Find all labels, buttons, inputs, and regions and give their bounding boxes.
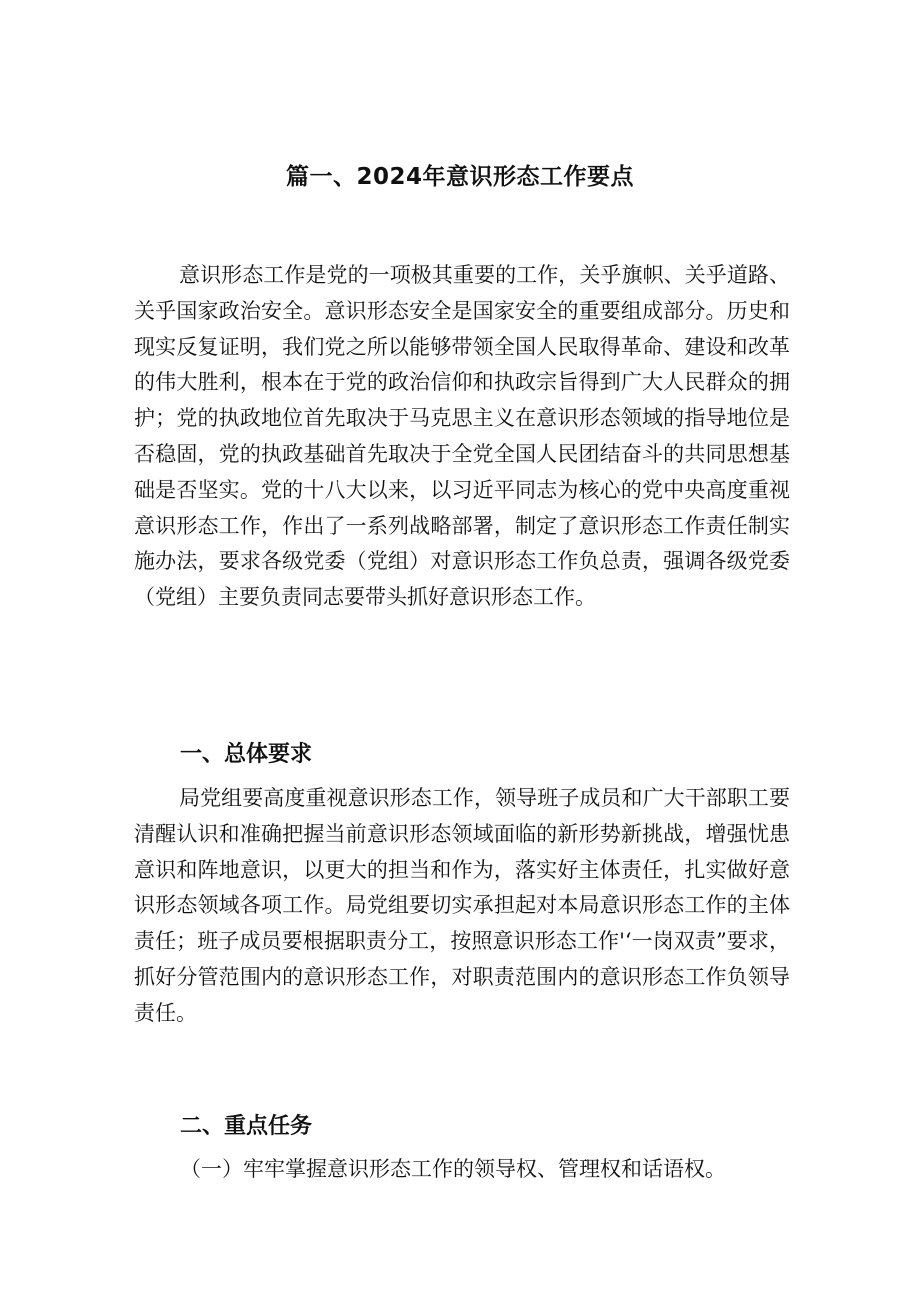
section-heading-key-tasks: 二、重点任务 [180,1114,313,1139]
general-requirements-paragraph: 局党组要高度重视意识形态工作，领导班子成员和广大干部职工要清醒认识和准确把握当前意识形态领域面临的新形势新挑战，增强忧患意识和阵地意识，以更大的担当和作为，落实好主体责任，扎实做好意识形态领域各项工作。局党组要切实承担起对本局意识形态工作的主体责任；班子成员要根据职责分工，按照意识形态工作'‘一岗双责”要求，抓好分管范围内的意识形态工作，对职责范围内的意识形态工作负领导责任。 [134,786,790,1025]
section-heading-general-requirements: 一、总体要求 [180,742,313,767]
document-title: 篇一、2024年意识形态工作要点 [285,164,634,190]
key-task-item-1: （一）牢牢掌握意识形态工作的领导权、管理权和话语权。 [180,1157,726,1181]
intro-paragraph: 意识形态工作是党的一项极其重要的工作，关乎旗帜、关乎道路、关乎国家政治安全。意识形态安全是国家安全的重要组成部分。历史和现实反复证明，我们党之所以能够带领全国人民取得革命、建设和改革的伟大胜利，根本在于党的政治信仰和执政宗旨得到广大人民群众的拥护；党的执政地位首先取决于马克思主义在意识形态领域的指导地位是否稳固，党的执政基础首先取决于全党全国人民团结奋斗的共同思想基础是否坚实。党的十八大以来，以习近平同志为核心的党中央高度重视意识形态工作，作出了一系列战略部署，制定了意识形态工作责任制实施办法，要求各级党委（党组）对意识形态工作负总责，强调各级党委（党组）主要负责同志要带头抓好意识形态工作。 [134,263,790,610]
